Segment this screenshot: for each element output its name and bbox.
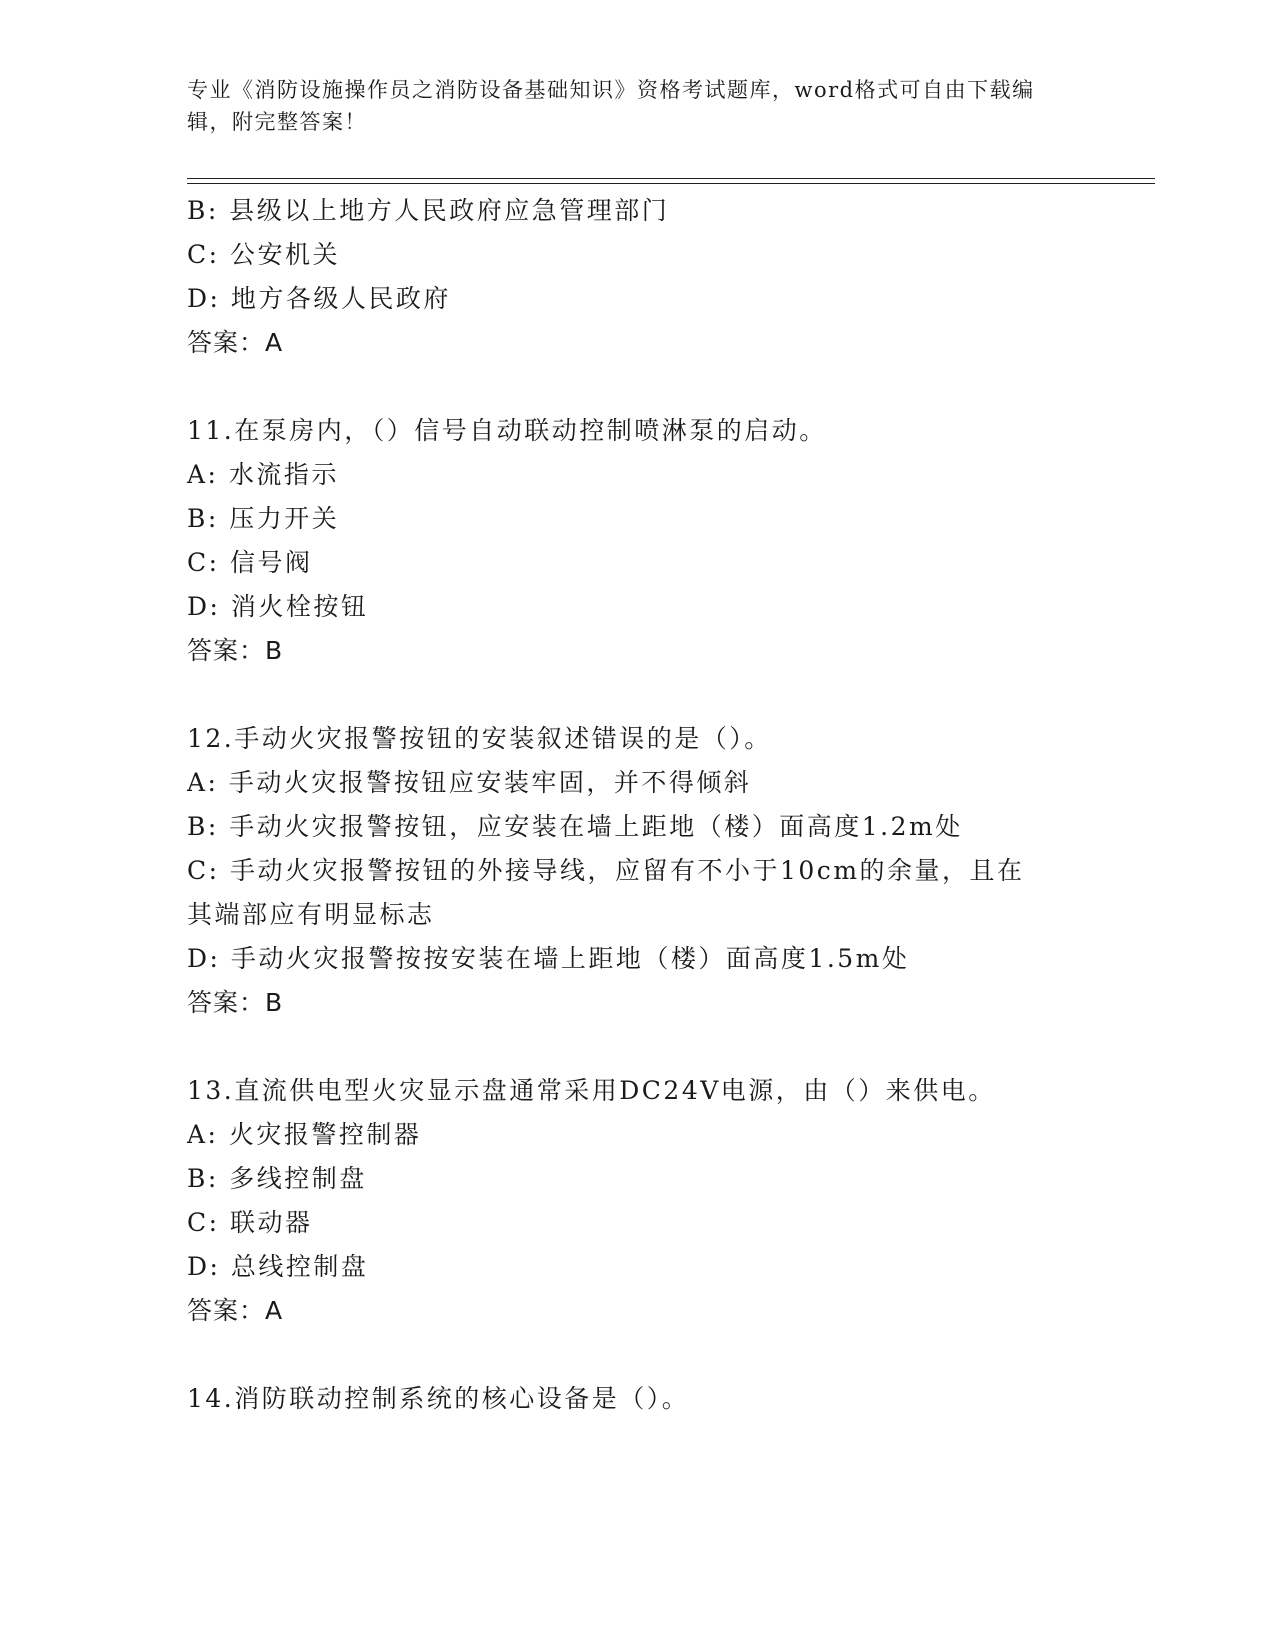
q13-option-c: C: 联动器: [187, 1208, 313, 1237]
q14-stem: 14.消防联动控制系统的核心设备是（）。: [187, 1384, 690, 1413]
q12-option-a: A: 手动火灾报警按钮应安装牢固，并不得倾斜: [187, 768, 752, 797]
q11-option-d: D: 消火栓按钮: [187, 592, 369, 621]
q12-option-b: B: 手动火灾报警按钮，应安装在墙上距地（楼）面高度1.2m处: [187, 812, 963, 841]
q10-answer: 答案：A: [187, 328, 284, 357]
q13-option-d: D: 总线控制盘: [187, 1252, 369, 1281]
q13-option-a: A: 火灾报警控制器: [187, 1120, 422, 1149]
header-divider-top: [187, 178, 1155, 179]
q11-option-b: B: 压力开关: [187, 504, 340, 533]
q10-option-c: C: 公安机关: [187, 240, 340, 269]
q12-answer: 答案：B: [187, 988, 284, 1017]
q12-option-c-continued: 其端部应有明显标志: [187, 900, 435, 929]
q11-option-a: A: 水流指示: [187, 460, 339, 489]
document-header: 专业《消防设施操作员之消防设备基础知识》资格考试题库，word格式可自由下载编辑，附完整答案！: [187, 78, 1035, 134]
q13-stem: 13.直流供电型火灾显示盘通常采用DC24V电源，由（）来供电。: [187, 1076, 996, 1105]
q12-option-c: C: 手动火灾报警按钮的外接导线，应留有不小于10cm的余量，且在: [187, 856, 1025, 885]
q12-option-d: D: 手动火灾报警按按安装在墙上距地（楼）面高度1.5m处: [187, 944, 910, 973]
q11-option-c: C: 信号阀: [187, 548, 313, 577]
q13-option-b: B: 多线控制盘: [187, 1164, 367, 1193]
q11-stem: 11.在泵房内，（）信号自动联动控制喷淋泵的启动。: [187, 416, 827, 445]
q12-stem: 12.手动火灾报警按钮的安装叙述错误的是（）。: [187, 724, 772, 753]
header-divider-bottom: [187, 183, 1155, 184]
q13-answer: 答案：A: [187, 1296, 284, 1325]
q10-option-d: D: 地方各级人民政府: [187, 284, 451, 313]
q10-option-b: B: 县级以上地方人民政府应急管理部门: [187, 196, 670, 225]
q11-answer: 答案：B: [187, 636, 284, 665]
